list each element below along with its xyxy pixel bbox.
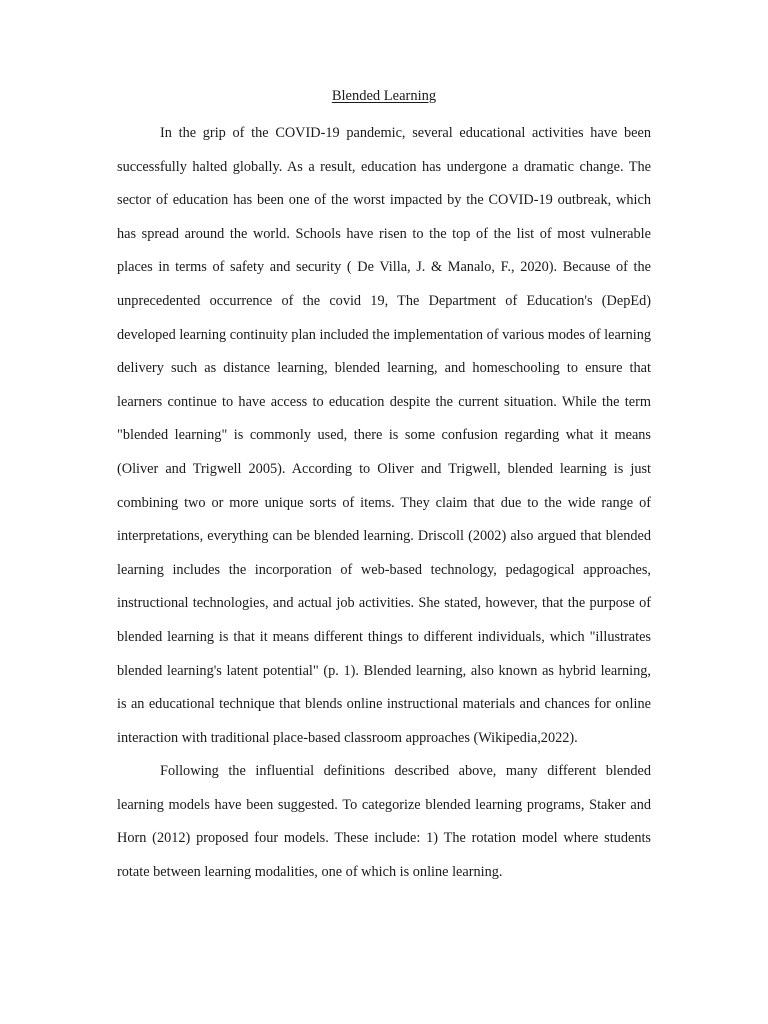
paragraph-intro: In the grip of the COVID-19 pandemic, several educational activities have been successfully halted globally. As a result, education has undergone a dramatic change. The sector of education has been one of the worst impacted by the COVID-19 outbreak, which has spread around the world. Schools have risen to the top of the list of most vulnerable places in terms of safety and security ( De Villa, J. & Manalo, F., 2020). Because of the unprecedented occurrence of the covid 19, The Department of Education's (DepEd) developed learning continuity plan included the implementation of various modes of learning delivery such as distance learning, blended learning, and homeschooling to ensure that learners continue to have access to education despite the current situation. While the term "blended learning" is commonly used, there is some confusion regarding what it means (Oliver and Trigwell 2005). According to Oliver and Trigwell, blended learning is just combining two or more unique sorts of items. They claim that due to the wide range of interpretations, everything can be blended learning. Driscoll (2002) also argued that blended learning includes the incorporation of web-based technology, pedagogical approaches, instructional technologies, and actual job activities. She stated, however, that the purpose of blended learning is that it means different things to different individuals, which "illustrates blended learning's latent potential" (p. 1). Blended learning, also known as hybrid learning, is an educational technique that blends online instructional materials and chances for online interaction with traditional place-based classroom approaches (Wikipedia,2022). bbox=[117, 125, 652, 746]
document-body bbox=[117, 117, 651, 890]
document-title-text: Blended Learning bbox=[331, 88, 437, 104]
document-title bbox=[0, 86, 768, 106]
paragraph-models: Following the influential definitions described above, many different blended learning models have been suggested. To categorize blended learning programs, Staker and Horn (2012) proposed four models. These include: 1) The rotation model where students rotate between learning modalities, one of which is online learning. bbox=[117, 763, 651, 881]
